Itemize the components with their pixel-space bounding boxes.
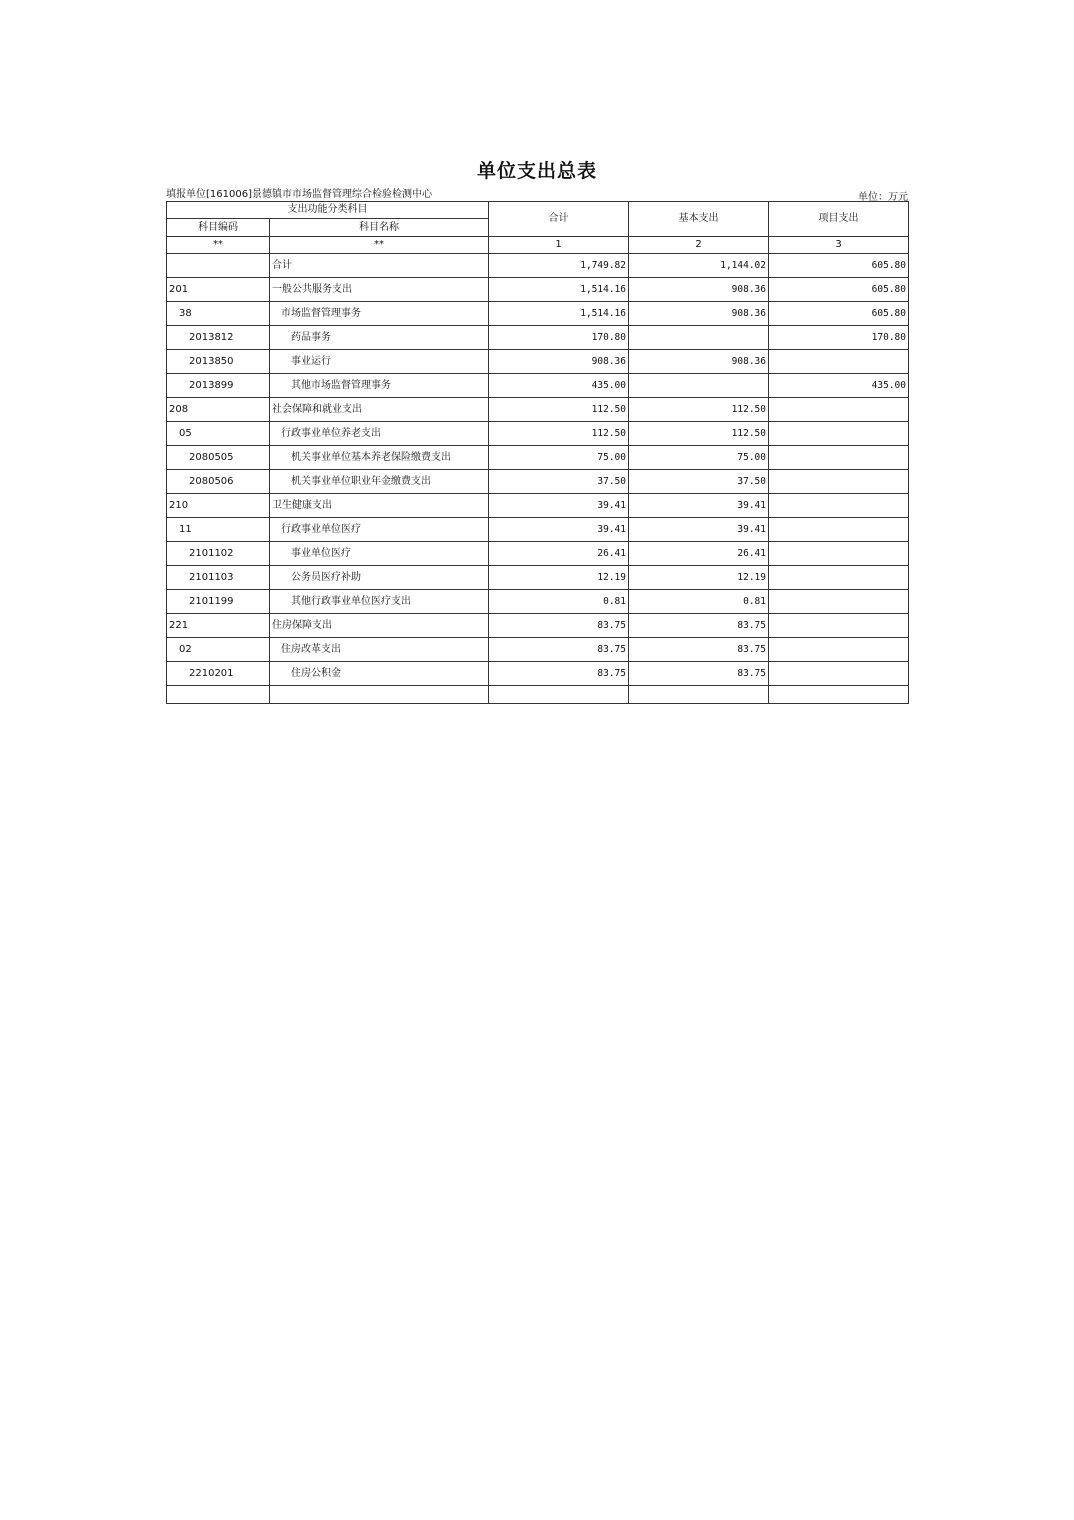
row-code: 2013812	[167, 326, 270, 350]
row-code: 2013899	[167, 374, 270, 398]
blank-cell	[270, 686, 489, 704]
blank-cell	[167, 686, 270, 704]
row-project	[769, 350, 909, 374]
row-basic: 112.50	[629, 422, 769, 446]
row-code: 2080505	[167, 446, 270, 470]
row-name: 事业运行	[270, 350, 489, 374]
table-row	[167, 350, 909, 374]
row-name: 住房公积金	[270, 662, 489, 686]
index-cell: **	[167, 237, 270, 254]
row-code: 05	[167, 422, 270, 446]
row-code: 2101102	[167, 542, 270, 566]
row-basic	[629, 326, 769, 350]
row-total: 435.00	[489, 374, 629, 398]
blank-cell	[769, 686, 909, 704]
table-row	[167, 590, 909, 614]
row-project	[769, 446, 909, 470]
row-code: 02	[167, 638, 270, 662]
table-row	[167, 614, 909, 638]
row-project: 605.80	[769, 254, 909, 278]
table-row	[167, 278, 909, 302]
row-total: 1,749.82	[489, 254, 629, 278]
row-total: 0.81	[489, 590, 629, 614]
table-row	[167, 302, 909, 326]
meta-line	[166, 184, 908, 203]
row-basic: 39.41	[629, 494, 769, 518]
row-total: 39.41	[489, 518, 629, 542]
header-name: 科目名称	[270, 219, 489, 237]
row-total: 75.00	[489, 446, 629, 470]
header-project: 项目支出	[769, 202, 909, 237]
header-code: 科目编码	[167, 219, 270, 237]
table-row	[167, 326, 909, 350]
row-project	[769, 542, 909, 566]
row-project	[769, 518, 909, 542]
row-name: 机关事业单位基本养老保险缴费支出	[270, 446, 489, 470]
row-name: 卫生健康支出	[270, 494, 489, 518]
row-basic: 26.41	[629, 542, 769, 566]
row-name: 行政事业单位医疗	[270, 518, 489, 542]
row-total: 83.75	[489, 662, 629, 686]
index-cell: 2	[629, 237, 769, 254]
row-name: 机关事业单位职业年金缴费支出	[270, 470, 489, 494]
row-basic: 908.36	[629, 302, 769, 326]
row-code	[167, 254, 270, 278]
blank-cell	[489, 686, 629, 704]
expenditure-table	[166, 201, 909, 704]
row-basic: 908.36	[629, 278, 769, 302]
table-row	[167, 494, 909, 518]
row-total: 1,514.16	[489, 278, 629, 302]
row-basic: 12.19	[629, 566, 769, 590]
row-project	[769, 494, 909, 518]
row-code: 210	[167, 494, 270, 518]
index-cell: 1	[489, 237, 629, 254]
row-total: 112.50	[489, 422, 629, 446]
row-basic: 37.50	[629, 470, 769, 494]
row-project	[769, 422, 909, 446]
row-name: 行政事业单位养老支出	[270, 422, 489, 446]
row-code: 2210201	[167, 662, 270, 686]
row-basic: 75.00	[629, 446, 769, 470]
header-basic: 基本支出	[629, 202, 769, 237]
filling-unit-label: 填报单位[161006]景德镇市市场监督管理综合检验检测中心	[166, 189, 432, 200]
table-row	[167, 518, 909, 542]
row-basic: 83.75	[629, 638, 769, 662]
index-cell: 3	[769, 237, 909, 254]
row-project	[769, 398, 909, 422]
row-code: 201	[167, 278, 270, 302]
row-total: 39.41	[489, 494, 629, 518]
table-row	[167, 398, 909, 422]
row-project: 605.80	[769, 302, 909, 326]
table-row	[167, 638, 909, 662]
row-name: 住房改革支出	[270, 638, 489, 662]
row-code: 221	[167, 614, 270, 638]
table-row	[167, 374, 909, 398]
row-name: 事业单位医疗	[270, 542, 489, 566]
row-total: 170.80	[489, 326, 629, 350]
header-function-group: 支出功能分类科目	[167, 202, 489, 219]
row-project: 605.80	[769, 278, 909, 302]
row-total: 26.41	[489, 542, 629, 566]
table-row	[167, 254, 909, 278]
header-row-index	[167, 237, 909, 254]
header-row-group	[167, 202, 909, 219]
row-code: 2101103	[167, 566, 270, 590]
row-total: 12.19	[489, 566, 629, 590]
index-cell: **	[270, 237, 489, 254]
row-code: 11	[167, 518, 270, 542]
row-code: 208	[167, 398, 270, 422]
row-name: 药品事务	[270, 326, 489, 350]
row-name: 社会保障和就业支出	[270, 398, 489, 422]
row-name: 一般公共服务支出	[270, 278, 489, 302]
row-total: 112.50	[489, 398, 629, 422]
row-name: 公务员医疗补助	[270, 566, 489, 590]
row-project: 170.80	[769, 326, 909, 350]
row-project	[769, 614, 909, 638]
table-row	[167, 446, 909, 470]
row-project	[769, 662, 909, 686]
row-total: 908.36	[489, 350, 629, 374]
row-code: 38	[167, 302, 270, 326]
row-total: 83.75	[489, 614, 629, 638]
row-project	[769, 638, 909, 662]
row-total: 83.75	[489, 638, 629, 662]
row-name: 合计	[270, 254, 489, 278]
table-row	[167, 422, 909, 446]
blank-row	[167, 686, 909, 704]
row-project	[769, 566, 909, 590]
table-body	[167, 254, 909, 704]
row-code: 2013850	[167, 350, 270, 374]
row-total: 37.50	[489, 470, 629, 494]
row-basic: 112.50	[629, 398, 769, 422]
row-basic: 908.36	[629, 350, 769, 374]
row-project: 435.00	[769, 374, 909, 398]
blank-cell	[629, 686, 769, 704]
row-basic: 83.75	[629, 614, 769, 638]
row-code: 2101199	[167, 590, 270, 614]
currency-unit-label: 单位：万元	[858, 192, 908, 203]
row-name: 其他市场监督管理事务	[270, 374, 489, 398]
row-name: 市场监督管理事务	[270, 302, 489, 326]
row-code: 2080506	[167, 470, 270, 494]
row-basic: 1,144.02	[629, 254, 769, 278]
row-name: 其他行政事业单位医疗支出	[270, 590, 489, 614]
row-basic: 83.75	[629, 662, 769, 686]
row-basic: 39.41	[629, 518, 769, 542]
row-total: 1,514.16	[489, 302, 629, 326]
table-row	[167, 662, 909, 686]
row-name: 住房保障支出	[270, 614, 489, 638]
table-row	[167, 470, 909, 494]
row-project	[769, 470, 909, 494]
row-basic	[629, 374, 769, 398]
header-total: 合计	[489, 202, 629, 237]
document-title: 单位支出总表	[476, 160, 597, 182]
table-row	[167, 542, 909, 566]
row-project	[769, 590, 909, 614]
row-basic: 0.81	[629, 590, 769, 614]
table-row	[167, 566, 909, 590]
